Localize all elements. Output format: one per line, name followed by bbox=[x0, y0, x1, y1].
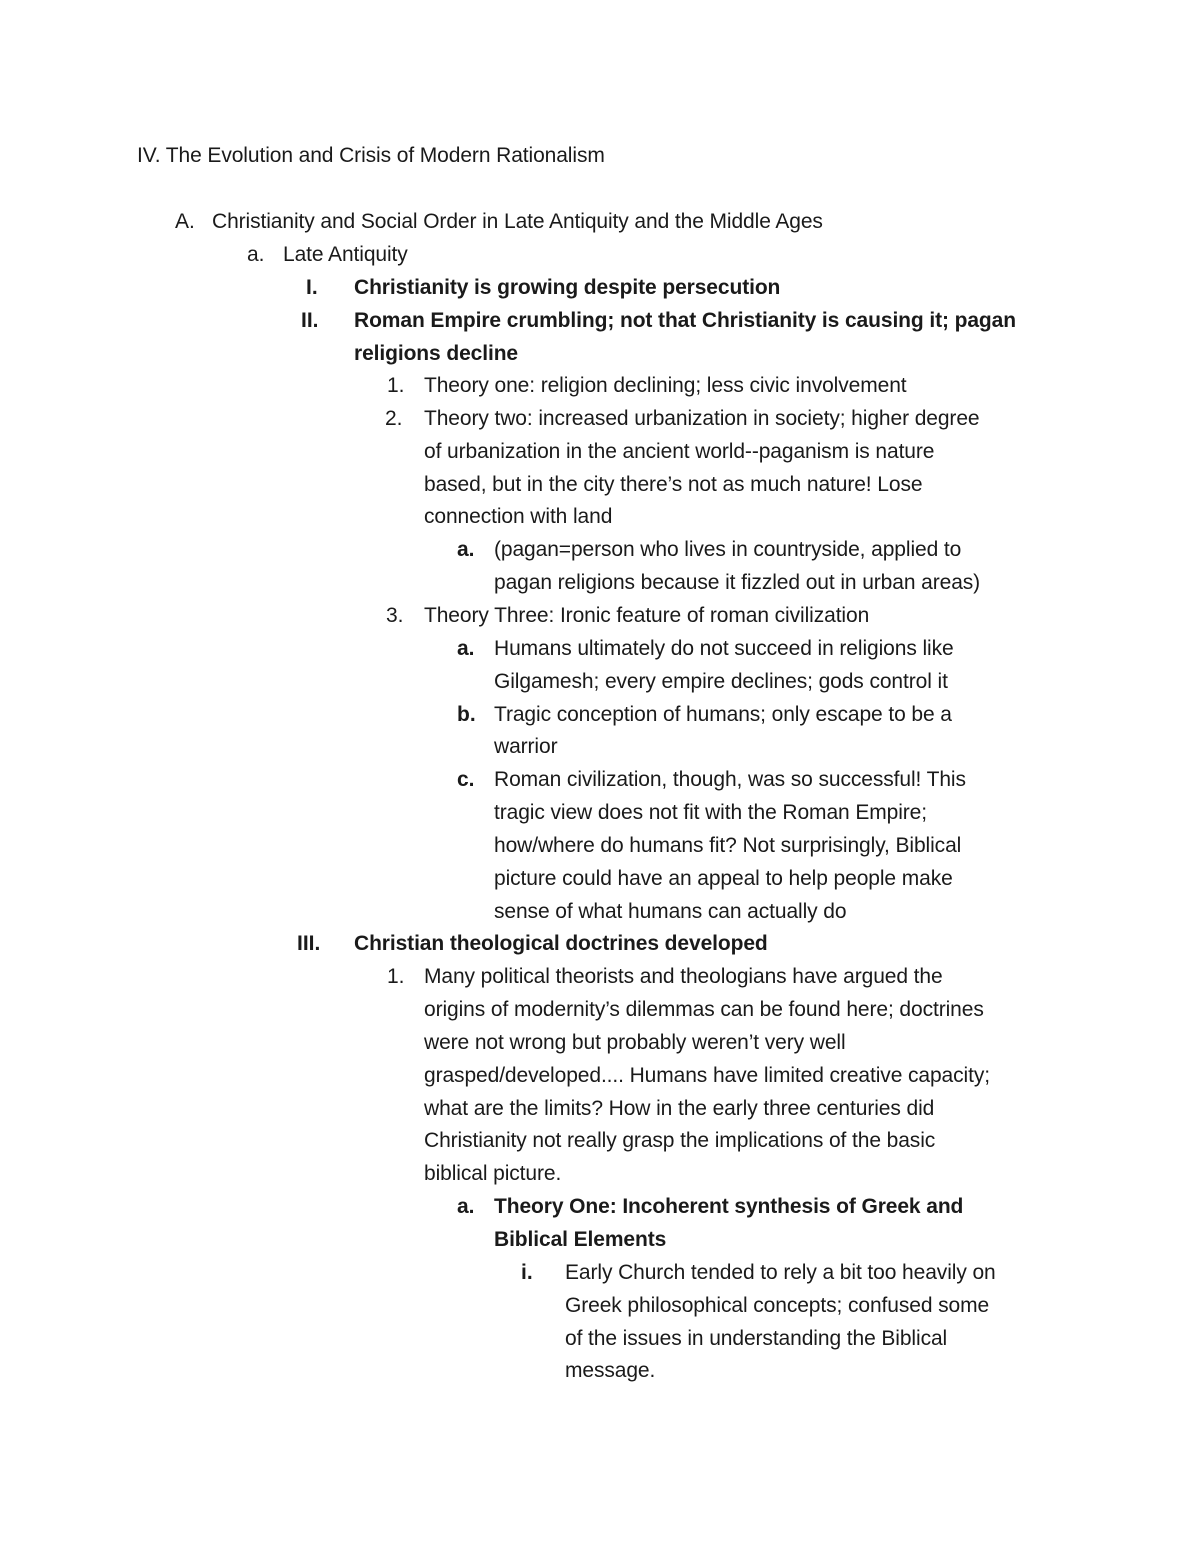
theory-3-marker: 3. bbox=[386, 604, 404, 627]
point-iii-marker: III. bbox=[297, 932, 321, 955]
iii-1-a-line: Theory One: Incoherent synthesis of Greek and bbox=[494, 1195, 964, 1218]
iii-1-line: origins of modernity’s dilemmas can be found here; doctrines bbox=[424, 998, 984, 1021]
iii-1-a-i-line: Early Church tended to rely a bit too heavily on bbox=[565, 1261, 996, 1284]
theory-3-text: Theory Three: Ironic feature of roman civilization bbox=[424, 604, 870, 627]
theory-2-line: connection with land bbox=[424, 505, 613, 528]
iii-1-line: what are the limits? How in the early three centuries did bbox=[424, 1097, 935, 1120]
theory-3-c-line: tragic view does not fit with the Roman Empire; bbox=[494, 801, 927, 824]
section-a-title: Christianity and Social Order in Late Antiquity and the Middle Ages bbox=[212, 210, 823, 233]
theory-3-a-line: Humans ultimately do not succeed in religions like bbox=[494, 637, 954, 660]
theory-3-b-marker: b. bbox=[457, 703, 476, 726]
iii-1-line: Many political theorists and theologians have argued the bbox=[424, 965, 943, 988]
iii-1-a-marker: a. bbox=[457, 1195, 475, 1218]
point-iii-text: Christian theological doctrines developed bbox=[354, 932, 768, 955]
iii-1-line: Christianity not really grasp the implications of the basic bbox=[424, 1129, 936, 1152]
theory-2-a-line: pagan religions because it fizzled out in urban areas) bbox=[494, 571, 981, 594]
iii-1-a-line: Biblical Elements bbox=[494, 1228, 667, 1251]
theory-1-marker: 1. bbox=[387, 374, 405, 397]
theory-3-c-line: Roman civilization, though, was so successful! This bbox=[494, 768, 966, 791]
theory-3-b-line: warrior bbox=[494, 735, 558, 758]
iii-1-a-i-marker: i. bbox=[521, 1261, 533, 1284]
theory-2-a-line: (pagan=person who lives in countryside, applied to bbox=[494, 538, 962, 561]
theory-3-b-line: Tragic conception of humans; only escape to be a bbox=[494, 703, 952, 726]
theory-2-marker: 2. bbox=[385, 407, 403, 430]
theory-3-c-marker: c. bbox=[457, 768, 475, 791]
document-heading: IV. The Evolution and Crisis of Modern Rationalism bbox=[137, 144, 605, 167]
point-ii-marker: II. bbox=[301, 309, 319, 332]
point-i-marker: I. bbox=[306, 276, 318, 299]
sub-a-marker: a. bbox=[247, 243, 265, 266]
theory-2-line: Theory two: increased urbanization in society; higher degree bbox=[424, 407, 980, 430]
theory-3-a-marker: a. bbox=[457, 637, 475, 660]
theory-3-a-line: Gilgamesh; every empire declines; gods control it bbox=[494, 670, 948, 693]
iii-1-marker: 1. bbox=[387, 965, 405, 988]
theory-3-c-line: how/where do humans fit? Not surprisingly, Biblical bbox=[494, 834, 962, 857]
iii-1-a-i-line: message. bbox=[565, 1359, 656, 1382]
point-ii-line: religions decline bbox=[354, 342, 519, 365]
section-a-marker: A. bbox=[175, 210, 195, 233]
theory-2-line: based, but in the city there’s not as much nature! Lose bbox=[424, 473, 923, 496]
iii-1-line: grasped/developed.... Humans have limited creative capacity; bbox=[424, 1064, 990, 1087]
theory-1-text: Theory one: religion declining; less civic involvement bbox=[424, 374, 907, 397]
iii-1-line: were not wrong but probably weren’t very well bbox=[424, 1031, 846, 1054]
theory-3-c-line: picture could have an appeal to help people make bbox=[494, 867, 953, 890]
iii-1-a-i-line: of the issues in understanding the Biblical bbox=[565, 1327, 948, 1350]
theory-2-line: of urbanization in the ancient world--paganism is nature bbox=[424, 440, 935, 463]
theory-2-a-marker: a. bbox=[457, 538, 475, 561]
iii-1-line: biblical picture. bbox=[424, 1162, 562, 1185]
point-i-text: Christianity is growing despite persecution bbox=[354, 276, 781, 299]
sub-a-title: Late Antiquity bbox=[283, 243, 408, 266]
iii-1-a-i-line: Greek philosophical concepts; confused some bbox=[565, 1294, 990, 1317]
point-ii-line: Roman Empire crumbling; not that Christianity is causing it; pagan bbox=[354, 309, 1016, 332]
theory-3-c-line: sense of what humans can actually do bbox=[494, 900, 847, 923]
